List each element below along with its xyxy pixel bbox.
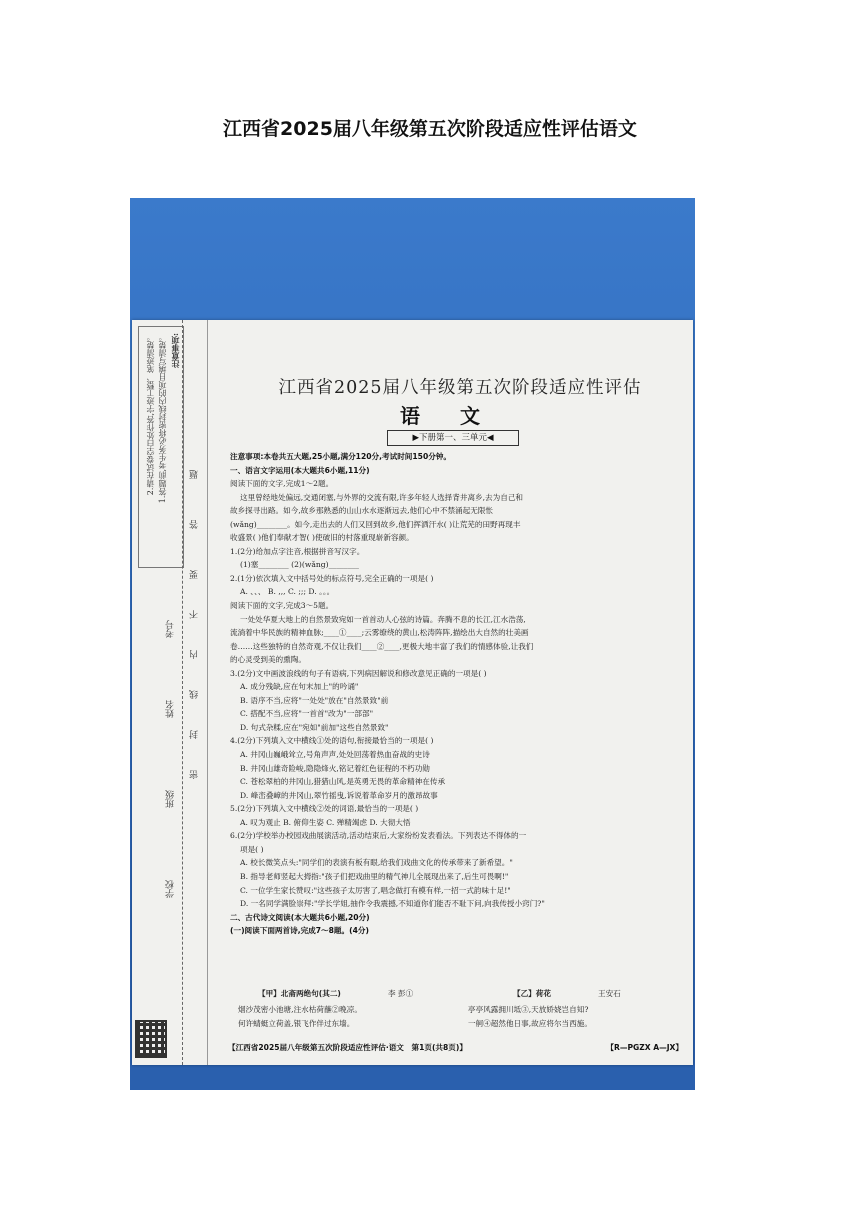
text-line: B. 井冈山雄奇险峻,隐隐烽火,铭记着红色征程的不朽功勋 bbox=[240, 763, 430, 773]
text-line: 一、语言文字运用(本大题共6小题,11分) bbox=[230, 465, 370, 475]
text-line: A. 叹为观止 B. 俯仰生姿 C. 殚精竭虑 D. 大彻大悟 bbox=[240, 817, 411, 827]
field-name: 姓名 bbox=[166, 700, 176, 718]
seal-line bbox=[182, 320, 184, 1065]
seal-char-xian: 线 bbox=[190, 690, 200, 699]
scope-banner: ▶下册第一、三单元◀ bbox=[387, 430, 519, 446]
text-line: 故乡探寻出路。如今,故乡那熟悉的山山水水逐渐远去,他们心中不禁涌起无限怅 bbox=[230, 506, 494, 516]
field-class: 班级 bbox=[166, 790, 176, 808]
poem-jia-line-1: 烟沙茂密小池塘,注水枯荷蘸②晚凉。 bbox=[238, 1005, 362, 1014]
text-line: 5.(2分)下列填入文中横线②处的词语,最恰当的一项是( ) bbox=[230, 804, 419, 814]
seal-char-mi: 密 bbox=[190, 770, 200, 779]
poem-jia-author: 李 彭① bbox=[388, 989, 414, 998]
text-line: D. 峰峦叠嶂的井冈山,翠竹摇曳,诉说着革命岁月的激昂故事 bbox=[240, 790, 438, 800]
text-line: 这里曾经地处偏远,交通闭塞,与外界的交流有限,许多年轻人选择背井离乡,去为自己和 bbox=[240, 492, 524, 502]
seal-char-nei: 内 bbox=[190, 650, 200, 659]
seal-char-ti: 题 bbox=[190, 470, 200, 479]
notice-box bbox=[138, 326, 184, 568]
text-line: 流淌着中华民族的精神血脉;____①____;云雾缭绕的黄山,松涛阵阵,描绘出大自然的壮美画 bbox=[230, 628, 529, 638]
text-line: A. 校长微笑点头:"同学们的表演有板有眼,给我们戏曲文化的传承带来了新希望。" bbox=[240, 858, 513, 868]
text-line: 收盛景( )他们奉献才智( )使破旧的村落重现崭新容颜。 bbox=[230, 533, 414, 543]
text-line: (一)阅读下面两首诗,完成7～8题。(4分) bbox=[230, 926, 369, 936]
document-title: 江西省2025届八年级第五次阶段适应性评估语文 bbox=[223, 118, 637, 140]
qr-code bbox=[135, 1020, 167, 1058]
binding-strip bbox=[132, 320, 208, 1065]
field-number: 考号 bbox=[166, 620, 176, 638]
text-line: (wǎng)________。如今,走出去的人们又回到故乡,他们挥洒汗水( )让荒芜的田野再现丰 bbox=[230, 519, 521, 529]
poem-jia-title: 【甲】北斋两绝句(其二) bbox=[258, 989, 341, 998]
text-line: 一处处华夏大地上的自然景致宛如一首首动人心弦的诗篇。奔腾不息的长江,江水浩荡, bbox=[240, 614, 526, 624]
text-line: 卷……这些独特的自然奇观,不仅让我们____②____,更极大地丰富了我们的情感体验,让我们 bbox=[230, 641, 534, 651]
text-line: D. 一名同学满脸崇拜:"学长学姐,抽作令我震撼,不知道你们能否不耻下问,向我传授小窍门?" bbox=[240, 899, 545, 909]
text-line: 二、古代诗文阅读(本大题共6小题,20分) bbox=[230, 912, 370, 922]
text-line: 6.(2分)学校举办校园戏曲展演活动,活动结束后,大家纷纷发表看法。下列表达不得体的一 bbox=[230, 831, 527, 841]
text-line: 2.(1分)依次填入文中括号处的标点符号,完全正确的一项是( ) bbox=[230, 573, 434, 583]
poem-yi-author: 王安石 bbox=[598, 989, 621, 998]
text-line: (1)塞________ (2)(wǎng)________ bbox=[240, 560, 359, 570]
text-line: D. 句式杂糅,应在"宛如"前加"这些自然景致" bbox=[240, 722, 389, 732]
text-line: A. 成分残缺,应在句末加上"的吟诵" bbox=[240, 682, 359, 692]
text-line: A. 、、、 B. ,,, C. ;;; D. 。。。 bbox=[240, 587, 335, 597]
text-line: C. 苍松翠柏的井冈山,猎猎山风,是英勇无畏的革命精神在传承 bbox=[240, 777, 446, 787]
text-line: 3.(2分)文中画波浪线的句子有语病,下列病因解说和修改意见正确的一项是( ) bbox=[230, 668, 487, 678]
text-line: B. 指导老师竖起大拇指:"孩子们把戏曲里的精气神儿全展现出来了,后生可畏啊!" bbox=[240, 871, 509, 881]
question-text bbox=[230, 450, 686, 938]
notice-text-1: 1.答题前,考生务必将密封线内的项目填写清楚。 bbox=[158, 333, 167, 504]
poem-jia-line-2: 何许蜻蜓立荷盖,银飞作伴过东墙。 bbox=[238, 1019, 355, 1028]
text-line: 4.(2分)下列填入文中横线①处的语句,衔接最恰当的一项是( ) bbox=[230, 736, 434, 746]
poem-yi-line-1: 亭亭风露拥川坻③,天放娇娆岂自知? bbox=[468, 1005, 589, 1014]
text-line: C. 一位学生家长赞叹:"这些孩子太厉害了,唱念做打有模有样,一招一式韵味十足!" bbox=[240, 885, 511, 895]
text-line: 注意事项:本卷共五大题,25小题,满分120分,考试时间150分钟。 bbox=[230, 452, 452, 461]
text-line: 1.(2分)给加点字注音,根据拼音写汉字。 bbox=[230, 546, 365, 556]
seal-char-feng: 封 bbox=[190, 730, 200, 739]
text-line: C. 搭配不当,应将"一首首"改为"一部部" bbox=[240, 709, 374, 719]
text-line: A. 井冈山巍峨耸立,号角声声,处处回荡着热血奋战的史诗 bbox=[240, 750, 430, 760]
field-school: 学校 bbox=[166, 880, 176, 898]
text-line: B. 语序不当,应将"一处处"放在"自然景致"前 bbox=[240, 695, 389, 705]
poem-yi-title: 【乙】荷花 bbox=[513, 989, 551, 998]
text-line: 阅读下面的文字,完成3～5题。 bbox=[230, 601, 334, 611]
exam-sheet bbox=[132, 320, 693, 1065]
seal-char-yao: 要 bbox=[190, 570, 200, 579]
text-line: 项是( ) bbox=[240, 844, 264, 854]
seal-char-bu: 不 bbox=[190, 610, 200, 619]
exam-title: 江西省2025届八年级第五次阶段适应性评估 bbox=[278, 378, 642, 398]
footer-left: 【江西省2025届八年级第五次阶段适应性评估·语文 第1页(共8页)】 bbox=[228, 1043, 467, 1052]
notice-text-2: 2.请在试卷空白处作答,字迹工整、笔迹清楚。 bbox=[146, 333, 155, 496]
subject-title: 语文 bbox=[400, 404, 520, 428]
scanned-photo bbox=[130, 198, 695, 1090]
notice-label: 注意事项: bbox=[170, 333, 180, 368]
text-line: 的心灵受到美的熏陶。 bbox=[230, 655, 306, 665]
poem-yi-line-2: 一舸④超然他日事,故应将尔当西施。 bbox=[468, 1019, 592, 1028]
footer-right: 【R—PGZX A—JX】 bbox=[606, 1043, 683, 1052]
text-line: 阅读下面的文字,完成1～2题。 bbox=[230, 479, 334, 489]
seal-char-da: 答 bbox=[190, 520, 200, 529]
